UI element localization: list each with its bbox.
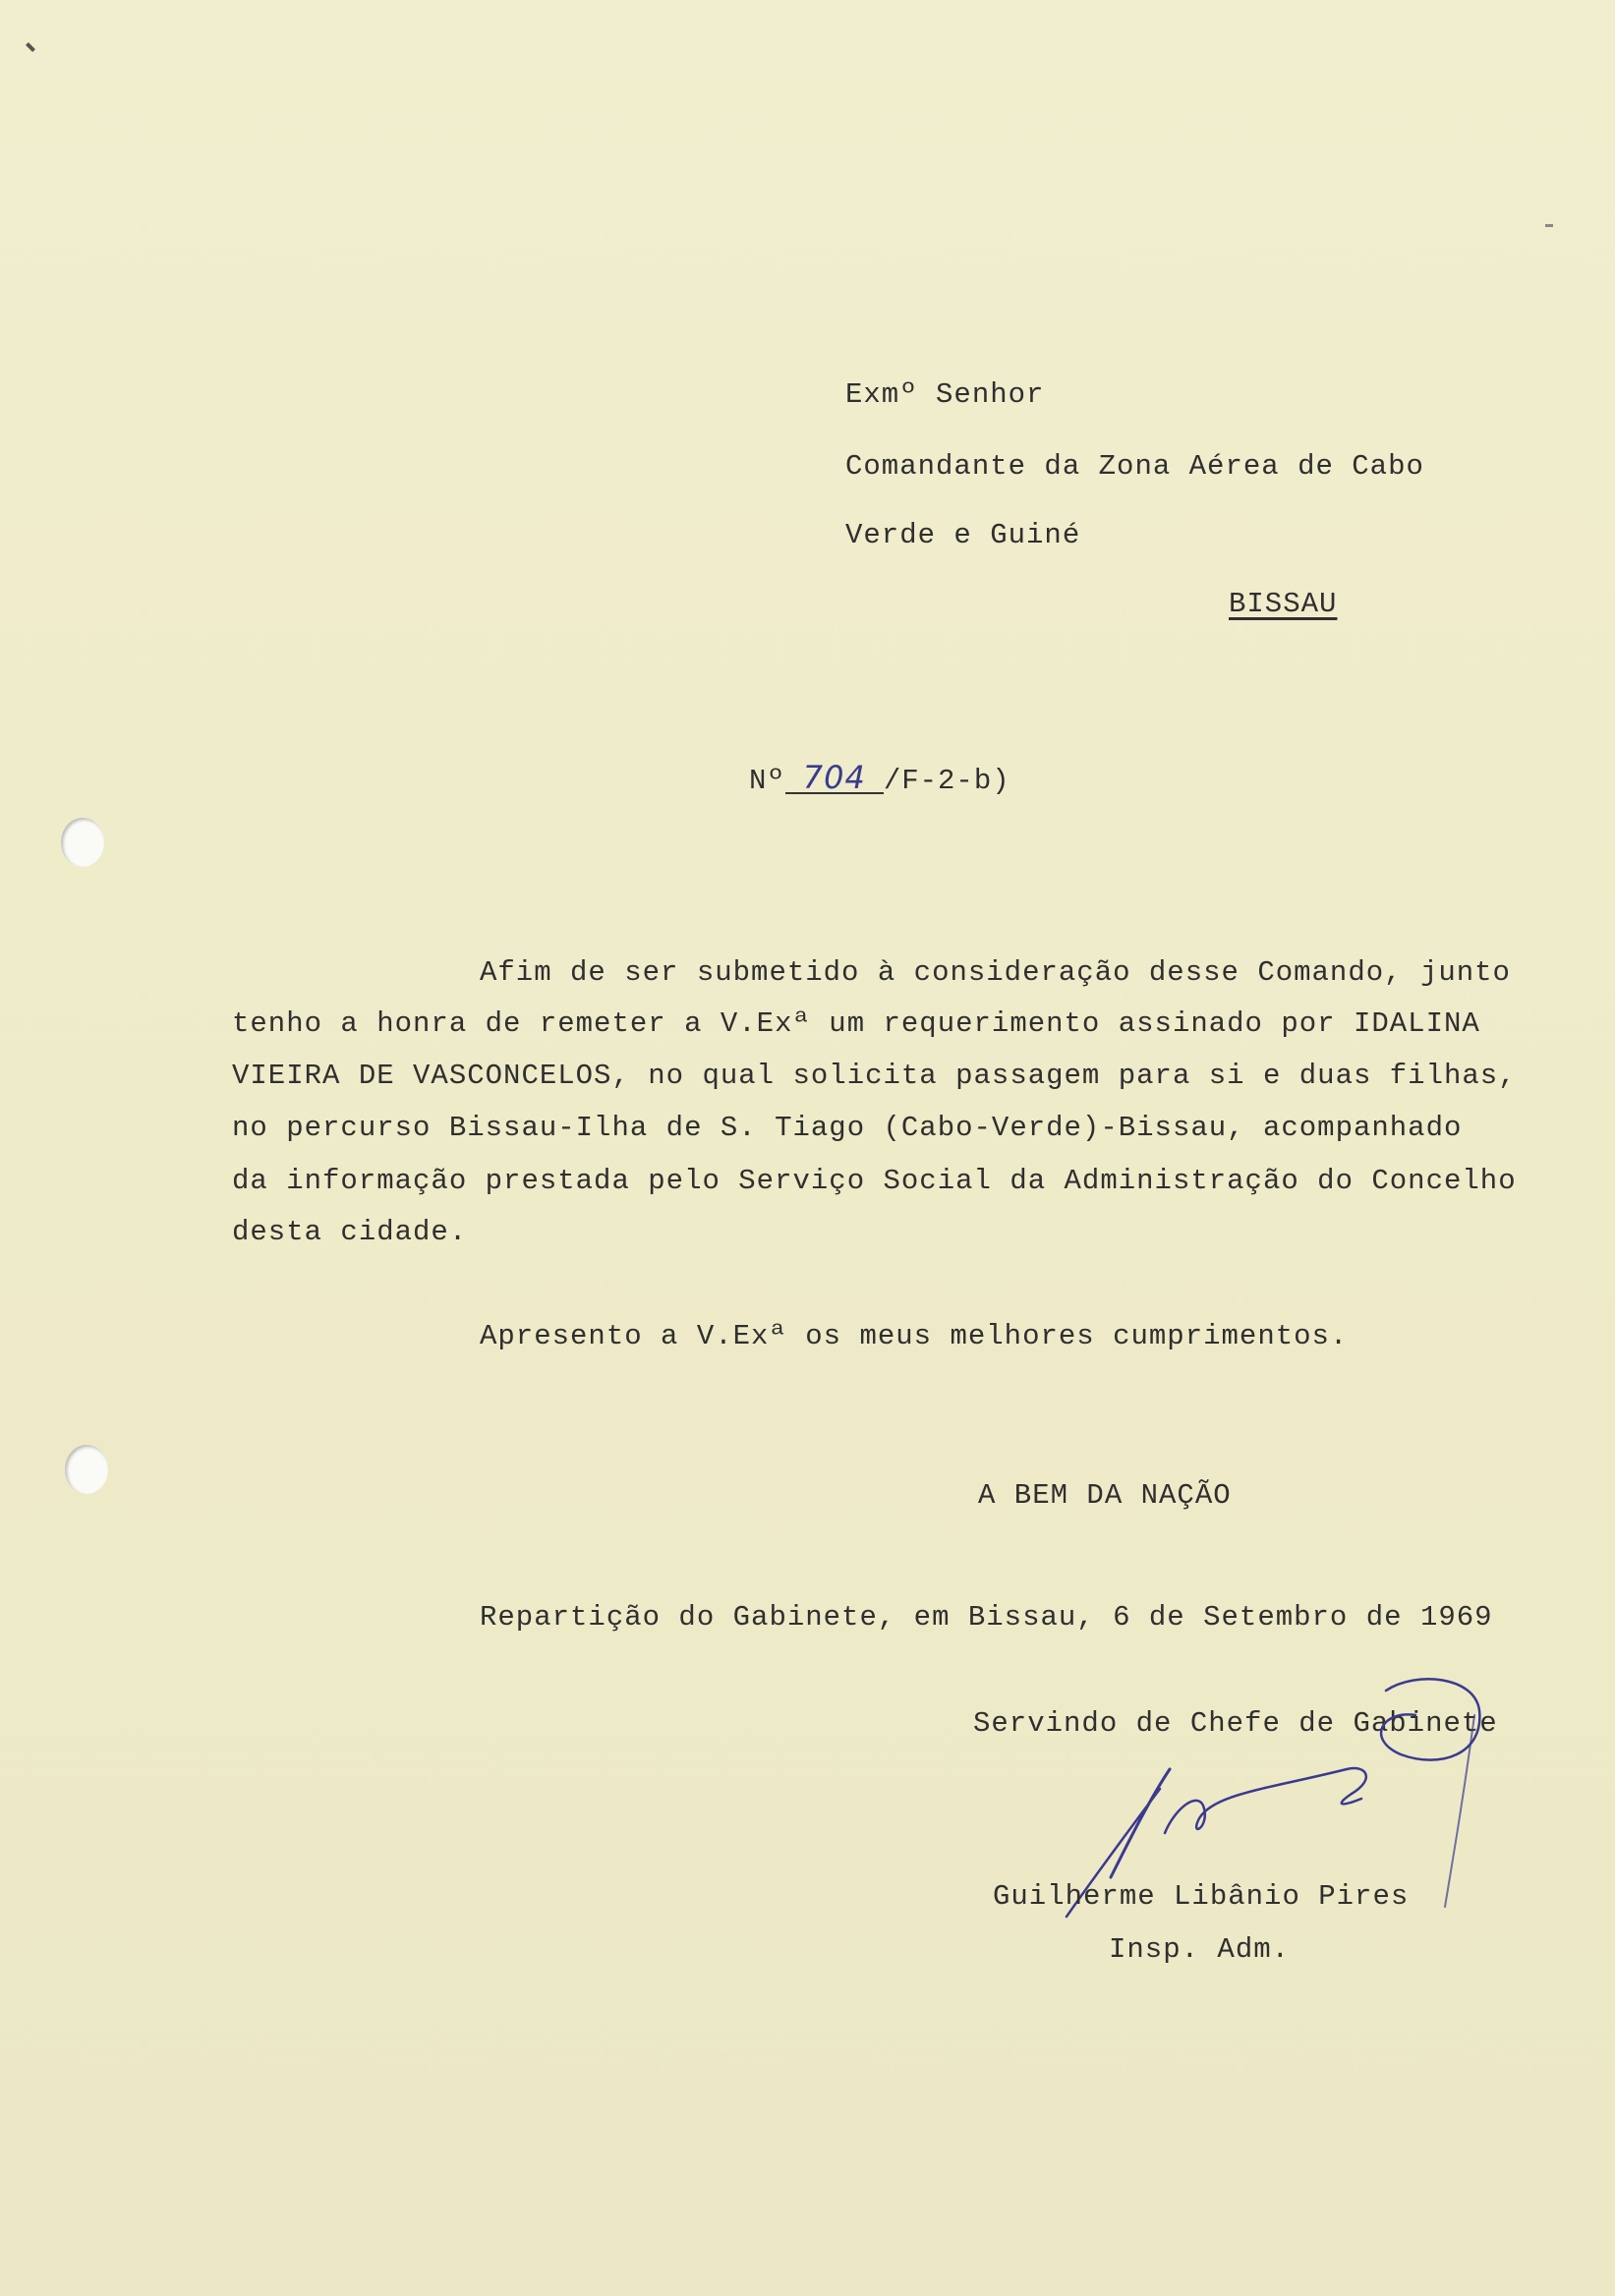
body-line-5: da informação prestada pelo Serviço Social da Administração do Concelho [232, 1165, 1517, 1197]
reference-prefix: Nº [749, 765, 785, 797]
closing-line: Apresento a V.Exª os meus melhores cumprimentos. [480, 1320, 1349, 1352]
recipient-line-1: Comandante da Zona Aérea de Cabo [845, 450, 1424, 483]
reference-suffix: /F-2-b) [883, 765, 1010, 797]
reference-number [749, 759, 1010, 797]
motto: A BEM DA NAÇÃO [978, 1479, 1232, 1512]
reference-handwritten-number: 704 [785, 763, 884, 794]
body-line-4: no percurso Bissau-Ilha de S. Tiago (Cabo-Verde)-Bissau, acompanhado [232, 1112, 1463, 1144]
signatory-role: Servindo de Chefe de Gabinete [973, 1707, 1498, 1740]
recipient-line-2: Verde e Guiné [845, 519, 1081, 551]
punch-hole-bottom [65, 1445, 108, 1494]
paper-mark [26, 42, 35, 52]
body-line-2: tenho a honra de remeter a V.Exª um requerimento assinado por IDALINA [232, 1007, 1480, 1040]
signatory-name: Guilherme Libânio Pires [993, 1880, 1410, 1913]
body-line-1: Afim de ser submetido à consideração desse Comando, junto [480, 956, 1511, 989]
dateline: Repartição do Gabinete, em Bissau, 6 de Setembro de 1969 [480, 1601, 1493, 1634]
recipient-city: BISSAU [1229, 588, 1338, 620]
salutation: Exmº Senhor [845, 378, 1045, 411]
body-line-6: desta cidade. [232, 1216, 468, 1248]
punch-hole-top [61, 818, 104, 867]
body-line-3: VIEIRA DE VASCONCELOS, no qual solicita passagem para si e duas filhas, [232, 1060, 1517, 1092]
signatory-title: Insp. Adm. [1109, 1933, 1291, 1966]
paper-mark [1545, 224, 1553, 227]
